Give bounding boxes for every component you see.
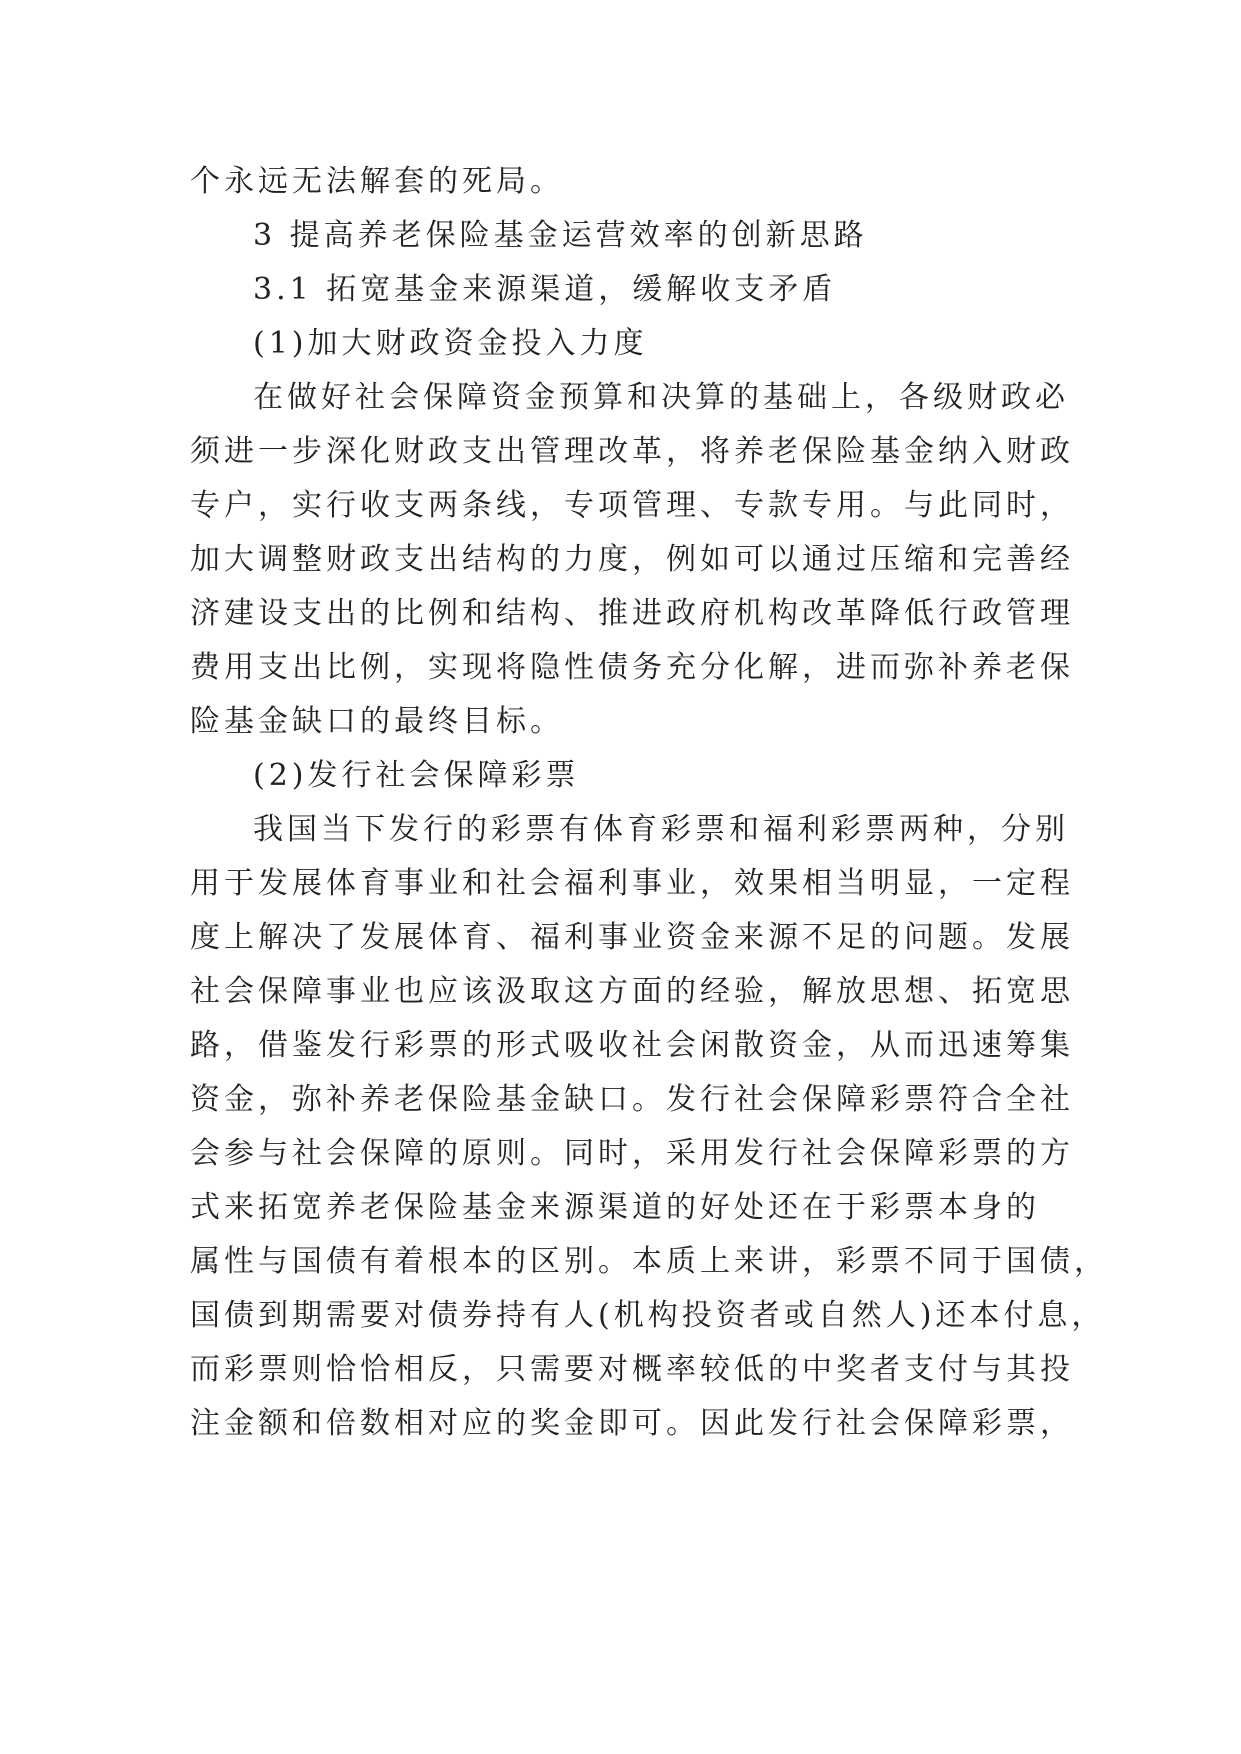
paragraph-line: 属性与国债有着根本的区别。本质上来讲，彩票不同于国债， xyxy=(190,1244,1108,1279)
paragraph-line: 资金，弥补养老保险基金缺口。发行社会保障彩票符合全社 xyxy=(190,1082,1074,1117)
item-heading-2: (2)发行社会保障彩票 xyxy=(253,758,580,793)
paragraph-line: 我国当下发行的彩票有体育彩票和福利彩票两种，分别 xyxy=(253,812,1069,847)
paragraph-line: 用于发展体育事业和社会福利事业，效果相当明显，一定程 xyxy=(190,866,1074,901)
paragraph-line: 费用支出比例，实现将隐性债务充分化解，进而弥补养老保 xyxy=(190,650,1074,685)
item-heading-1: (1)加大财政资金投入力度 xyxy=(253,326,648,361)
section-heading-3: 3 提高养老保险基金运营效率的创新思路 xyxy=(253,218,868,253)
paragraph-line: 度上解决了发展体育、福利事业资金来源不足的问题。发展 xyxy=(190,920,1074,955)
text-line-closing: 个永远无法解套的死局。 xyxy=(190,164,564,199)
paragraph-line: 注金额和倍数相对应的奖金即可。因此发行社会保障彩票， xyxy=(190,1406,1074,1441)
paragraph-line: 路，借鉴发行彩票的形式吸收社会闲散资金，从而迅速筹集 xyxy=(190,1028,1074,1063)
document-body xyxy=(190,155,1108,1451)
paragraph-line: 在做好社会保障资金预算和决算的基础上，各级财政必 xyxy=(253,380,1069,415)
paragraph-line: 社会保障事业也应该汲取这方面的经验，解放思想、拓宽思 xyxy=(190,974,1074,1009)
paragraph-line: 加大调整财政支出结构的力度，例如可以通过压缩和完善经 xyxy=(190,542,1074,577)
paragraph-line: 而彩票则恰恰相反，只需要对概率较低的中奖者支付与其投 xyxy=(190,1352,1074,1387)
paragraph-line: 专户，实行收支两条线，专项管理、专款专用。与此同时， xyxy=(190,488,1074,523)
paragraph-line: 险基金缺口的最终目标。 xyxy=(190,704,564,739)
paragraph-line: 国债到期需要对债券持有人(机构投资者或自然人)还本付息， xyxy=(190,1298,1106,1333)
paragraph-line: 济建设支出的比例和结构、推进政府机构改革降低行政管理 xyxy=(190,596,1074,631)
subsection-heading-3-1: 3.1 拓宽基金来源渠道，缓解收支矛盾 xyxy=(253,272,837,307)
paragraph-line: 须进一步深化财政支出管理改革，将养老保险基金纳入财政 xyxy=(190,434,1074,469)
paragraph-line: 会参与社会保障的原则。同时，采用发行社会保障彩票的方 xyxy=(190,1136,1074,1171)
paragraph-line: 式来拓宽养老保险基金来源渠道的好处还在于彩票本身的 xyxy=(190,1190,1040,1225)
